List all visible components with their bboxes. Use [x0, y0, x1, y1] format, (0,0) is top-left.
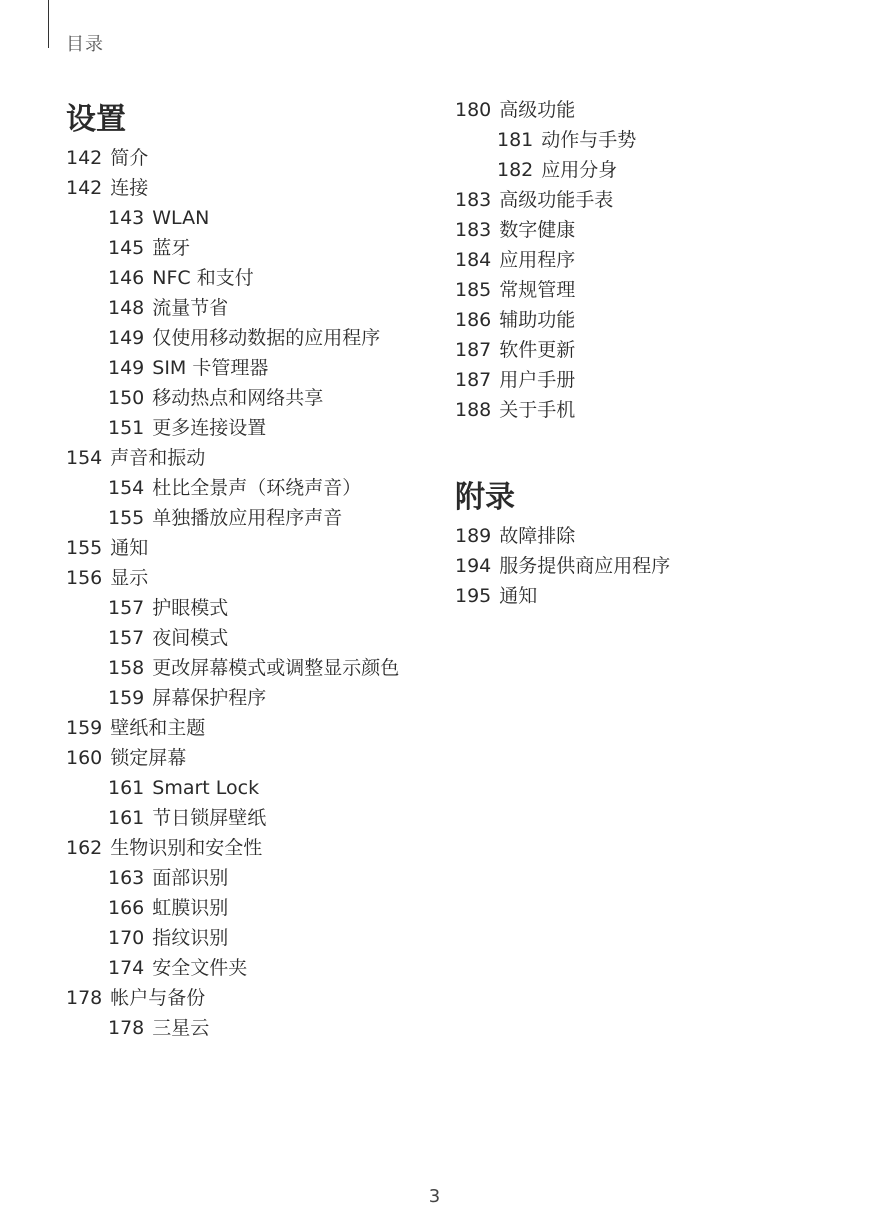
toc-entry[interactable]	[66, 896, 426, 920]
toc-entry-page: 187	[455, 339, 492, 361]
toc-entry-page: 146	[108, 267, 145, 289]
toc-entry-page: 154	[108, 477, 145, 499]
toc-entry-title: 指纹识别	[152, 927, 229, 949]
toc-entry-page: 163	[108, 867, 145, 889]
toc-entry-page: 194	[455, 555, 492, 577]
toc-entry[interactable]	[66, 566, 426, 590]
toc-entry-page: 195	[455, 585, 492, 607]
toc-entry-title: 生物识别和安全性	[110, 837, 263, 859]
toc-entry-page: 155	[66, 537, 103, 559]
toc-entry[interactable]	[66, 626, 426, 650]
toc-entry[interactable]	[455, 338, 815, 362]
toc-right-column	[455, 98, 815, 614]
toc-entry[interactable]	[66, 1016, 426, 1040]
toc-entry[interactable]	[66, 656, 426, 680]
toc-entry-title: 服务提供商应用程序	[499, 555, 671, 577]
toc-entry-title: 高级功能手表	[499, 189, 614, 211]
toc-entry[interactable]	[66, 176, 426, 200]
toc-entry-title: 虹膜识别	[152, 897, 229, 919]
toc-entry-page: 188	[455, 399, 492, 421]
toc-entry-page: 160	[66, 747, 103, 769]
toc-entry-title: 护眼模式	[152, 597, 229, 619]
toc-entry-title: 仅使用移动数据的应用程序	[152, 327, 381, 349]
toc-entry-page: 162	[66, 837, 103, 859]
toc-entry-page: 180	[455, 99, 492, 121]
toc-entry-title: 面部识别	[152, 867, 229, 889]
toc-entry[interactable]	[66, 776, 426, 800]
toc-entry-page: 183	[455, 219, 492, 241]
toc-entry[interactable]	[66, 926, 426, 950]
toc-entry-page: 156	[66, 567, 103, 589]
toc-entry-title: 安全文件夹	[152, 957, 248, 979]
toc-entry[interactable]	[66, 326, 426, 350]
toc-entry-page: 142	[66, 147, 103, 169]
toc-entry-page: 145	[108, 237, 145, 259]
toc-entry-title: 显示	[110, 567, 149, 589]
toc-list-settings-continued	[455, 98, 815, 422]
toc-entry[interactable]	[66, 206, 426, 230]
toc-entry-page: 143	[108, 207, 145, 229]
toc-entry-page: 184	[455, 249, 492, 271]
toc-entry[interactable]	[66, 716, 426, 740]
toc-list-appendix	[455, 524, 815, 608]
toc-entry-title: Smart Lock	[152, 777, 260, 799]
toc-entry-page: 185	[455, 279, 492, 301]
toc-entry-title: 数字健康	[499, 219, 576, 241]
toc-entry-title: 通知	[110, 537, 149, 559]
toc-entry[interactable]	[66, 686, 426, 710]
toc-entry-page: 157	[108, 597, 145, 619]
toc-entry[interactable]	[455, 398, 815, 422]
toc-entry-title: 流量节省	[152, 297, 229, 319]
toc-entry-page: 159	[108, 687, 145, 709]
toc-entry[interactable]	[66, 236, 426, 260]
toc-entry-page: 174	[108, 957, 145, 979]
toc-entry-title: 高级功能	[499, 99, 576, 121]
header-label: 目录	[66, 34, 104, 55]
toc-entry[interactable]	[455, 278, 815, 302]
toc-left-column	[66, 98, 426, 1046]
toc-entry[interactable]	[66, 356, 426, 380]
toc-entry-title: 移动热点和网络共享	[152, 387, 324, 409]
toc-entry[interactable]	[455, 368, 815, 392]
toc-entry-page: 182	[497, 159, 534, 181]
toc-entry-title: 更改屏幕模式或调整显示颜色	[152, 657, 400, 679]
toc-entry-title: 应用分身	[541, 159, 618, 181]
toc-entry[interactable]	[66, 866, 426, 890]
toc-entry-title: 用户手册	[499, 369, 576, 391]
page-edge-rule	[48, 0, 49, 48]
toc-entry[interactable]	[66, 986, 426, 1010]
toc-entry[interactable]	[455, 308, 815, 332]
toc-entry[interactable]	[66, 596, 426, 620]
toc-entry-page: 166	[108, 897, 145, 919]
toc-entry[interactable]	[66, 956, 426, 980]
toc-entry[interactable]	[66, 446, 426, 470]
toc-entry[interactable]	[455, 188, 815, 212]
toc-entry-title: 节日锁屏壁纸	[152, 807, 267, 829]
toc-entry-title: 简介	[110, 147, 149, 169]
toc-entry[interactable]	[66, 836, 426, 860]
toc-entry-title: 故障排除	[499, 525, 576, 547]
toc-entry-page: 170	[108, 927, 145, 949]
toc-entry-page: 158	[108, 657, 145, 679]
toc-entry[interactable]	[455, 128, 815, 152]
toc-entry-title: 锁定屏幕	[110, 747, 187, 769]
toc-entry-title: 常规管理	[499, 279, 576, 301]
toc-entry[interactable]	[66, 506, 426, 530]
toc-entry-page: 189	[455, 525, 492, 547]
toc-entry-title: 壁纸和主题	[110, 717, 206, 739]
toc-list-settings	[66, 146, 426, 1040]
toc-entry-title: 关于手机	[499, 399, 576, 421]
toc-entry-title: 三星云	[152, 1017, 210, 1039]
toc-entry-title: 屏幕保护程序	[152, 687, 267, 709]
toc-entry[interactable]	[66, 476, 426, 500]
toc-entry-title: 通知	[499, 585, 538, 607]
toc-entry-page: 148	[108, 297, 145, 319]
toc-entry-page: 151	[108, 417, 145, 439]
toc-entry[interactable]	[455, 248, 815, 272]
toc-entry-title: 应用程序	[499, 249, 576, 271]
toc-entry-title: 蓝牙	[152, 237, 191, 259]
toc-entry-title: 动作与手势	[541, 129, 637, 151]
toc-entry-title: 更多连接设置	[152, 417, 267, 439]
toc-entry-title: 辅助功能	[499, 309, 576, 331]
toc-entry-title: 夜间模式	[152, 627, 229, 649]
page-number: 3	[428, 1186, 441, 1207]
toc-entry-page: 159	[66, 717, 103, 739]
toc-entry-page: 186	[455, 309, 492, 331]
toc-entry[interactable]	[66, 296, 426, 320]
toc-entry-title: NFC 和支付	[152, 267, 254, 289]
toc-entry-title: WLAN	[152, 207, 210, 229]
toc-entry[interactable]	[455, 524, 815, 548]
toc-entry[interactable]	[66, 746, 426, 770]
toc-entry[interactable]	[455, 554, 815, 578]
toc-entry-title: 单独播放应用程序声音	[152, 507, 343, 529]
toc-entry[interactable]	[455, 584, 815, 608]
toc-entry[interactable]	[455, 98, 815, 122]
toc-entry[interactable]	[455, 158, 815, 182]
toc-entry-page: 142	[66, 177, 103, 199]
toc-entry[interactable]	[66, 386, 426, 410]
section-title-appendix: 附录	[455, 480, 515, 515]
toc-entry-title: 杜比全景声（环绕声音）	[152, 477, 362, 499]
toc-entry-page: 187	[455, 369, 492, 391]
toc-entry-page: 154	[66, 447, 103, 469]
toc-entry-page: 161	[108, 807, 145, 829]
toc-entry-title: 连接	[110, 177, 149, 199]
toc-entry-page: 183	[455, 189, 492, 211]
toc-entry-title: 帐户与备份	[110, 987, 206, 1009]
toc-entry-page: 181	[497, 129, 534, 151]
toc-entry-page: 150	[108, 387, 145, 409]
section-title-settings: 设置	[66, 102, 126, 137]
toc-entry-page: 178	[108, 1017, 145, 1039]
toc-entry-title: 软件更新	[499, 339, 576, 361]
toc-entry-title: SIM 卡管理器	[152, 357, 269, 379]
toc-entry-page: 155	[108, 507, 145, 529]
toc-entry[interactable]	[66, 266, 426, 290]
toc-entry[interactable]	[66, 806, 426, 830]
toc-entry[interactable]	[66, 536, 426, 560]
toc-entry[interactable]	[66, 146, 426, 170]
toc-entry-page: 149	[108, 357, 145, 379]
toc-entry-page: 149	[108, 327, 145, 349]
toc-entry-title: 声音和振动	[110, 447, 206, 469]
toc-entry-page: 178	[66, 987, 103, 1009]
toc-entry-page: 161	[108, 777, 145, 799]
toc-entry[interactable]	[455, 218, 815, 242]
toc-entry-page: 157	[108, 627, 145, 649]
toc-entry[interactable]	[66, 416, 426, 440]
